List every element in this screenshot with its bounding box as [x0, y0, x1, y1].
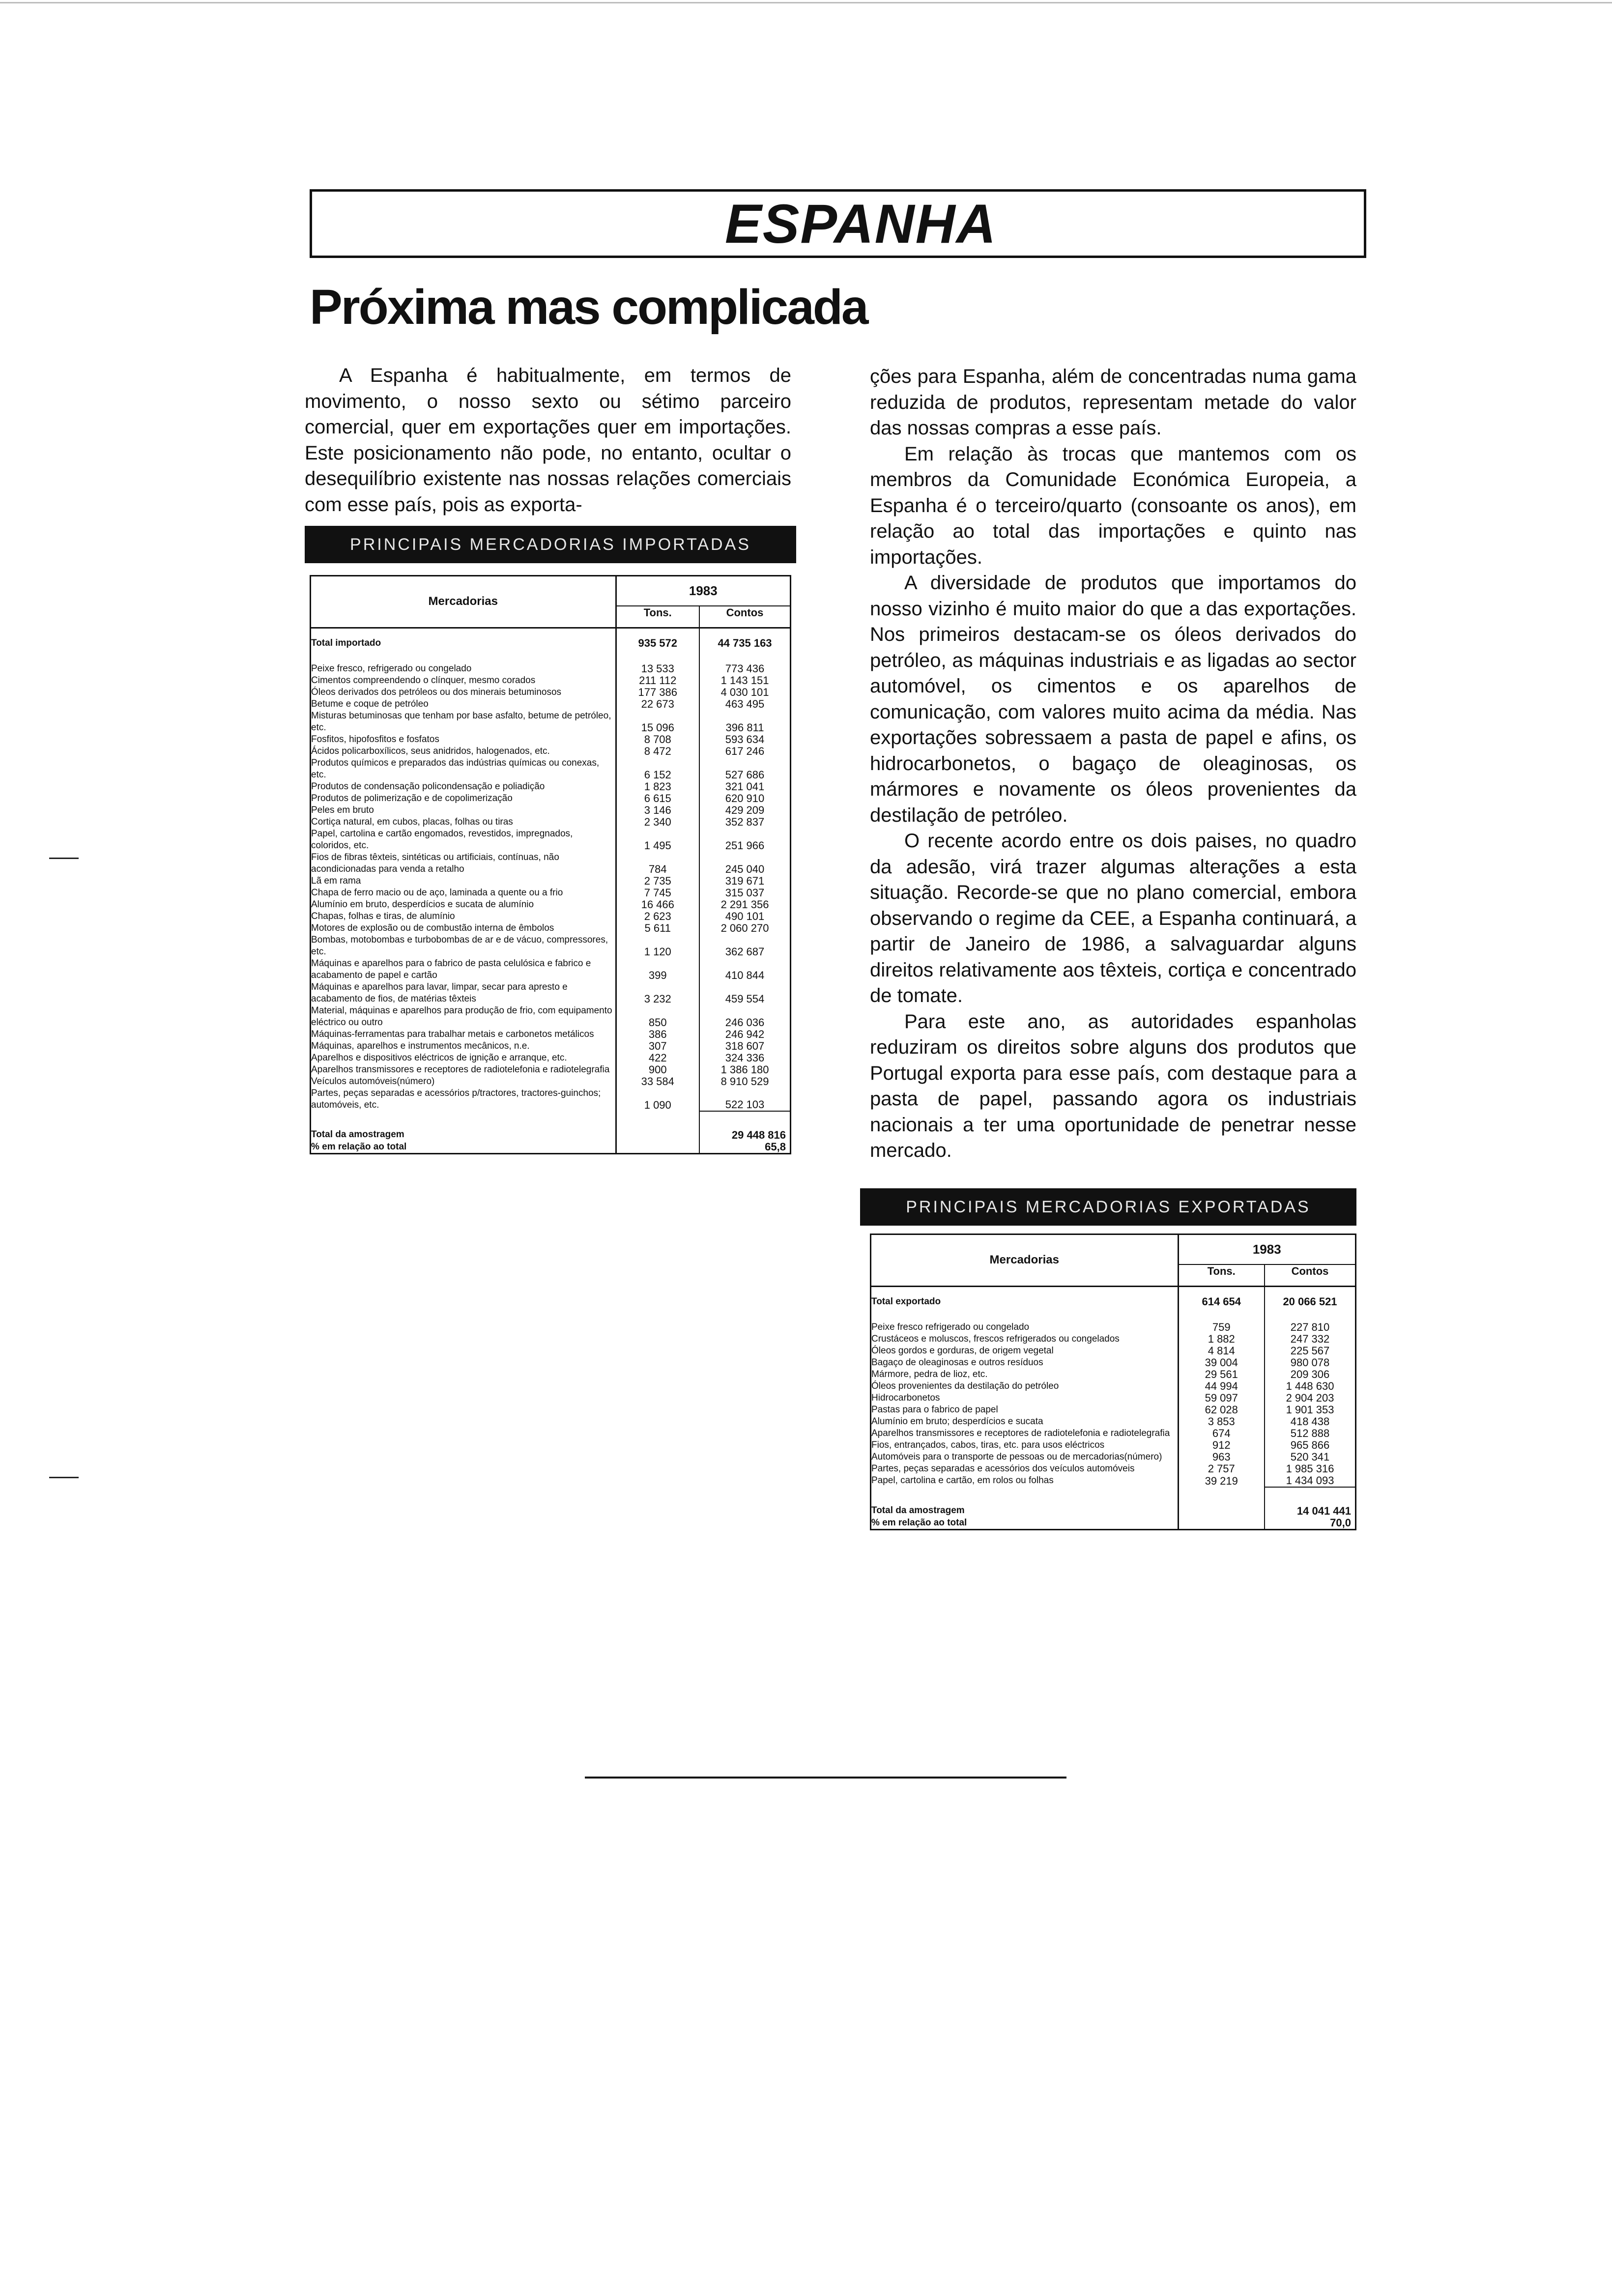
row-tons: 177 386 — [638, 686, 678, 698]
total-label: Total da amostragem — [311, 1111, 616, 1141]
table-row — [871, 1451, 1355, 1463]
row-contos: 522 103 — [699, 1088, 790, 1111]
row-label: Motores de explosão ou de combustão interna de êmbolos — [311, 922, 616, 934]
row-tons: 900 — [648, 1063, 667, 1076]
table-row — [311, 660, 790, 675]
row-label: Peixe fresco, refrigerado ou congelado — [311, 660, 616, 675]
row-tons: 29 561 — [1205, 1368, 1238, 1380]
row-label: Cortiça natural, em cubos, placas, folhas ou tiras — [311, 816, 616, 828]
total-label: % em relação ao total — [311, 1141, 616, 1153]
row-contos: 247 332 — [1265, 1333, 1355, 1345]
row-tons: 614 654 — [1202, 1295, 1241, 1308]
row-label: Pastas para o fabrico de papel — [871, 1404, 1178, 1416]
row-label: Óleos gordos e gorduras, de origem vegetal — [871, 1345, 1178, 1357]
row-tons: 15 096 — [641, 721, 674, 734]
row-tons: 6 615 — [644, 792, 671, 804]
table-row — [311, 687, 790, 698]
table-row — [311, 899, 790, 911]
row-contos: 463 495 — [699, 698, 790, 710]
row-tons: 4 814 — [1208, 1345, 1235, 1357]
row-label: Hidrocarbonetos — [871, 1392, 1178, 1404]
article-end-rule — [585, 1777, 1066, 1779]
row-tons: 1 090 — [644, 1098, 671, 1111]
row-contos: 520 341 — [1265, 1451, 1355, 1463]
table-row — [311, 675, 790, 687]
row-label: Produtos de condensação policondensação e poliadição — [311, 781, 616, 793]
row-contos: 4 030 101 — [699, 687, 790, 698]
section-title: ESPANHA — [725, 193, 997, 255]
row-tons: 399 — [648, 969, 667, 981]
row-tons: 3 146 — [644, 804, 671, 816]
table-row — [311, 875, 790, 887]
row-label: Betume e coque de petróleo — [311, 698, 616, 710]
imports-table-frame — [310, 575, 791, 1154]
row-tons: 3 853 — [1208, 1415, 1235, 1428]
row-contos: 1 448 630 — [1265, 1380, 1355, 1392]
total-label: % em relação ao total — [871, 1517, 1178, 1529]
total-value: 29 448 816 — [699, 1111, 790, 1141]
row-contos: 251 966 — [699, 828, 790, 852]
imports-unit-tons: Tons. — [616, 606, 699, 628]
row-label: Papel, cartolina e cartão, em rolos ou folhas — [871, 1475, 1178, 1487]
table-row — [311, 746, 790, 757]
row-label: Máquinas, aparelhos e instrumentos mecânicos, n.e. — [311, 1040, 616, 1052]
imports-col-header: Mercadorias — [311, 576, 616, 628]
table-row — [311, 852, 790, 875]
row-contos: 429 209 — [699, 804, 790, 816]
row-tons: 3 232 — [644, 992, 671, 1005]
row-contos: 246 036 — [699, 1005, 790, 1029]
row-tons: 935 572 — [638, 636, 678, 649]
row-tons: 1 882 — [1208, 1333, 1235, 1345]
total-value: 65,8 — [699, 1141, 790, 1153]
exports-unit-contos: Contos — [1265, 1264, 1355, 1286]
exports-table — [871, 1235, 1355, 1529]
table-row — [311, 781, 790, 793]
row-contos: 773 436 — [699, 660, 790, 675]
table-total-row — [871, 1487, 1355, 1517]
article-column-1 — [305, 363, 791, 517]
paragraph: A diversidade de produtos que importamos do nosso vizinho é muito maior do que a das exportações. Nos primeiros destacam-se os óleos derivados do petróleo, as máquinas industriais e as ligadas ao sector automóvel, os cimentos e os aparelhos de comunicação, com valores muito acima da média. Nas exportações sobressaem a pasta de papel e afins, os hidrocarbonetos, o bagaço de oleaginosas, os mármores e novamente os óleos provenientes da destilação de petróleo. — [870, 572, 1356, 826]
table-row — [871, 1404, 1355, 1416]
table-row — [311, 1052, 790, 1064]
scan-top-line — [0, 2, 1612, 3]
row-contos: 225 567 — [1265, 1345, 1355, 1357]
paragraph: Para este ano, as autoridades espanholas reduziram os direitos sobre alguns dos produtos que Portugal exporta para esse país, com destaque para a pasta de papel, passando agora os industriais nacionais a ter uma oportunidade de penetrar nesse mercado. — [870, 1010, 1356, 1161]
row-tons: 33 584 — [641, 1075, 674, 1088]
table-row — [311, 1088, 790, 1111]
row-contos: 321 041 — [699, 781, 790, 793]
margin-mark — [49, 858, 79, 859]
row-contos: 527 686 — [699, 757, 790, 781]
row-label: Total exportado — [871, 1286, 1178, 1319]
table-row — [311, 958, 790, 981]
row-label: Bagaço de oleaginosas e outros resíduos — [871, 1357, 1178, 1369]
row-contos: 980 078 — [1265, 1357, 1355, 1369]
row-label: Cimentos compreendendo o clínquer, mesmo corados — [311, 675, 616, 687]
row-contos: 2 291 356 — [699, 899, 790, 911]
row-label: Total importado — [311, 628, 616, 660]
table-row — [871, 1333, 1355, 1345]
table-row — [871, 1475, 1355, 1487]
table-row — [871, 1439, 1355, 1451]
row-contos: 620 910 — [699, 793, 790, 804]
row-contos: 593 634 — [699, 734, 790, 746]
row-contos: 1 434 093 — [1265, 1475, 1355, 1487]
row-label: Chapa de ferro macio ou de aço, laminada a quente ou a frio — [311, 887, 616, 899]
row-tons: 22 673 — [641, 698, 674, 710]
table-row — [311, 922, 790, 934]
row-label: Aparelhos e dispositivos eléctricos de ignição e arranque, etc. — [311, 1052, 616, 1064]
row-contos: 512 888 — [1265, 1428, 1355, 1439]
row-tons: 1 495 — [644, 839, 671, 852]
row-contos: 44 735 163 — [699, 628, 790, 660]
row-contos: 396 811 — [699, 710, 790, 734]
row-label: Peles em bruto — [311, 804, 616, 816]
row-label: Óleos provenientes da destilação do petróleo — [871, 1380, 1178, 1392]
table-row — [311, 828, 790, 852]
row-tons: 7 745 — [644, 887, 671, 899]
row-tons: 62 028 — [1205, 1404, 1238, 1416]
table-row — [311, 911, 790, 922]
row-tons: 59 097 — [1205, 1392, 1238, 1404]
imports-year: 1983 — [616, 576, 790, 606]
row-label: Máquinas e aparelhos para o fabrico de pasta celulósica e fabrico e acabamento de papel e cartão — [311, 958, 616, 981]
row-tons: 674 — [1212, 1427, 1231, 1439]
table-row — [871, 1428, 1355, 1439]
row-label: Produtos químicos e preparados das indústrias químicas ou conexas, etc. — [311, 757, 616, 781]
row-label: Fios, entrançados, cabos, tiras, etc. para usos eléctricos — [871, 1439, 1178, 1451]
table-row — [871, 1357, 1355, 1369]
row-contos: 20 066 521 — [1265, 1286, 1355, 1319]
imports-banner: PRINCIPAIS MERCADORIAS IMPORTADAS — [305, 526, 796, 563]
total-empty — [616, 1111, 699, 1141]
row-contos: 490 101 — [699, 911, 790, 922]
row-tons: 8 708 — [644, 733, 671, 746]
table-row — [311, 804, 790, 816]
table-row — [311, 698, 790, 710]
row-tons: 1 120 — [644, 945, 671, 958]
table-row — [871, 1286, 1355, 1319]
row-contos: 1 386 180 — [699, 1064, 790, 1076]
row-tons: 13 533 — [641, 662, 674, 675]
row-label: Máquinas-ferramentas para trabalhar metais e carbonetos metálicos — [311, 1029, 616, 1040]
table-total-row — [311, 1141, 790, 1153]
row-contos: 617 246 — [699, 746, 790, 757]
row-contos: 227 810 — [1265, 1319, 1355, 1333]
row-contos: 318 607 — [699, 1040, 790, 1052]
total-empty — [1178, 1517, 1265, 1529]
table-row — [311, 816, 790, 828]
row-tons: 2 623 — [644, 910, 671, 922]
paragraph: ções para Espanha, além de concentradas numa gama reduzida de produtos, representam metade do valor das nossas compras a esse país. — [870, 366, 1356, 439]
row-label: Alumínio em bruto; desperdícios e sucata — [871, 1416, 1178, 1428]
row-tons: 422 — [648, 1052, 667, 1064]
row-tons: 1 823 — [644, 780, 671, 793]
row-label: Fios de fibras têxteis, sintéticas ou artificiais, contínuas, não acondicionadas para venda a retalho — [311, 852, 616, 875]
row-tons: 307 — [648, 1040, 667, 1052]
row-tons: 912 — [1212, 1439, 1231, 1451]
row-tons: 759 — [1212, 1320, 1231, 1333]
row-contos: 418 438 — [1265, 1416, 1355, 1428]
row-tons: 2 757 — [1208, 1463, 1235, 1475]
table-total-row — [871, 1517, 1355, 1529]
row-label: Crustáceos e moluscos, frescos refrigerados ou congelados — [871, 1333, 1178, 1345]
row-tons: 211 112 — [639, 674, 677, 687]
total-label: Total da amostragem — [871, 1487, 1178, 1517]
row-tons: 5 611 — [644, 922, 671, 934]
row-label: Aparelhos transmissores e receptores de radiotelefonia e radiotelegrafia — [871, 1428, 1178, 1439]
table-row — [311, 934, 790, 958]
table-row — [871, 1380, 1355, 1392]
row-contos: 8 910 529 — [699, 1076, 790, 1088]
row-contos: 1 901 353 — [1265, 1404, 1355, 1416]
table-row — [311, 1064, 790, 1076]
paragraph: A Espanha é habitualmente, em termos de movimento, o nosso sexto ou sétimo parceiro comercial, quer em exportações quer em importações. Este posicionamento não pode, no entanto, ocultar o desequilíbrio existente nas nossas relações comerciais com esse país, pois as exporta- — [305, 365, 791, 516]
row-label: Máquinas e aparelhos para lavar, limpar, secar para apresto e acabamento de fios, de matérias têxteis — [311, 981, 616, 1005]
table-row — [311, 1029, 790, 1040]
imports-table — [311, 576, 790, 1153]
section-header-box — [310, 189, 1366, 258]
row-label: Ácidos policarboxílicos, seus anidridos, halogenados, etc. — [311, 746, 616, 757]
table-row — [311, 1040, 790, 1052]
imports-unit-contos: Contos — [699, 606, 790, 628]
row-contos: 246 942 — [699, 1029, 790, 1040]
row-label: Automóveis para o transporte de pessoas ou de mercadorias(número) — [871, 1451, 1178, 1463]
exports-unit-tons: Tons. — [1178, 1264, 1265, 1286]
table-row — [871, 1463, 1355, 1475]
row-label: Mármore, pedra de lioz, etc. — [871, 1369, 1178, 1380]
exports-col-header: Mercadorias — [871, 1235, 1178, 1286]
article-headline: Próxima mas complicada — [310, 280, 867, 335]
row-contos: 965 866 — [1265, 1439, 1355, 1451]
row-tons: 386 — [648, 1028, 667, 1040]
table-row — [871, 1345, 1355, 1357]
table-row — [311, 981, 790, 1005]
row-tons: 39 004 — [1205, 1356, 1238, 1369]
total-empty — [616, 1141, 699, 1153]
row-contos: 1 985 316 — [1265, 1463, 1355, 1475]
table-row — [311, 628, 790, 660]
row-tons: 2 735 — [644, 875, 671, 887]
row-contos: 209 306 — [1265, 1369, 1355, 1380]
row-tons: 16 466 — [641, 898, 674, 911]
row-label: Fosfitos, hipofosfitos e fosfatos — [311, 734, 616, 746]
row-contos: 1 143 151 — [699, 675, 790, 687]
table-row — [311, 710, 790, 734]
row-contos: 2 904 203 — [1265, 1392, 1355, 1404]
table-row — [311, 734, 790, 746]
row-tons: 850 — [648, 1016, 667, 1029]
row-tons: 963 — [1212, 1451, 1231, 1463]
table-total-row — [311, 1111, 790, 1141]
row-tons: 8 472 — [644, 745, 671, 757]
table-row — [871, 1392, 1355, 1404]
row-tons: 44 994 — [1205, 1380, 1238, 1392]
paragraph: O recente acordo entre os dois paises, no quadro da adesão, virá trazer algumas alterações a esta situação. Recorde-se que no plano comercial, embora observando o regime da CEE, a Espanha continuará, a partir de Janeiro de 1986, a salvaguardar alguns direitos relativamente aos têxteis, cortiça e concentrado de tomate. — [870, 830, 1356, 1006]
row-label: Veículos automóveis(número) — [311, 1076, 616, 1088]
row-label: Peixe fresco refrigerado ou congelado — [871, 1319, 1178, 1333]
total-value: 14 041 441 — [1265, 1487, 1355, 1517]
table-row — [871, 1319, 1355, 1333]
row-label: Aparelhos transmissores e receptores de radiotelefonia e radiotelegrafia — [311, 1064, 616, 1076]
row-contos: 362 687 — [699, 934, 790, 958]
row-contos: 319 671 — [699, 875, 790, 887]
exports-year: 1983 — [1178, 1235, 1355, 1264]
row-contos: 352 837 — [699, 816, 790, 828]
row-tons: 2 340 — [644, 816, 671, 828]
row-label: Material, máquinas e aparelhos para produção de frio, com equipamento eléctrico ou outro — [311, 1005, 616, 1029]
row-label: Partes, peças separadas e acessórios dos veículos automóveis — [871, 1463, 1178, 1475]
row-label: Óleos derivados dos petróleos ou dos minerais betuminosos — [311, 687, 616, 698]
row-contos: 315 037 — [699, 887, 790, 899]
table-row — [311, 1005, 790, 1029]
row-contos: 2 060 270 — [699, 922, 790, 934]
table-row — [311, 1076, 790, 1088]
row-label: Bombas, motobombas e turbobombas de ar e de vácuo, compressores, etc. — [311, 934, 616, 958]
row-contos: 459 554 — [699, 981, 790, 1005]
margin-mark — [49, 1477, 79, 1478]
table-row — [311, 887, 790, 899]
row-contos: 245 040 — [699, 852, 790, 875]
row-tons: 784 — [648, 862, 667, 875]
exports-banner: PRINCIPAIS MERCADORIAS EXPORTADAS — [860, 1188, 1356, 1226]
row-contos: 324 336 — [699, 1052, 790, 1064]
row-label: Alumínio em bruto, desperdícios e sucata de alumínio — [311, 899, 616, 911]
article-column-2 — [870, 364, 1356, 1164]
row-contos: 410 844 — [699, 958, 790, 981]
row-tons: 39 219 — [1205, 1474, 1238, 1487]
row-label: Lã em rama — [311, 875, 616, 887]
table-row — [311, 757, 790, 781]
table-row — [871, 1416, 1355, 1428]
total-value: 70,0 — [1265, 1517, 1355, 1529]
table-row — [871, 1369, 1355, 1380]
row-label: Chapas, folhas e tiras, de alumínio — [311, 911, 616, 922]
row-label: Produtos de polimerização e de copolimerização — [311, 793, 616, 804]
row-label: Misturas betuminosas que tenham por base asfalto, betume de petróleo, etc. — [311, 710, 616, 734]
row-tons: 6 152 — [644, 768, 671, 781]
paragraph: Em relação às trocas que mantemos com os membros da Comunidade Económica Europeia, a Espanha é o terceiro/quarto (consoante os anos), em relação ao total das importações e quinto nas importações. — [870, 443, 1356, 568]
row-label: Papel, cartolina e cartão engomados, revestidos, impregnados, coloridos, etc. — [311, 828, 616, 852]
exports-table-frame — [870, 1234, 1356, 1530]
row-label: Partes, peças separadas e acessórios p/tractores, tractores-guinchos; automóveis, etc. — [311, 1088, 616, 1111]
table-row — [311, 793, 790, 804]
total-empty — [1178, 1487, 1265, 1517]
